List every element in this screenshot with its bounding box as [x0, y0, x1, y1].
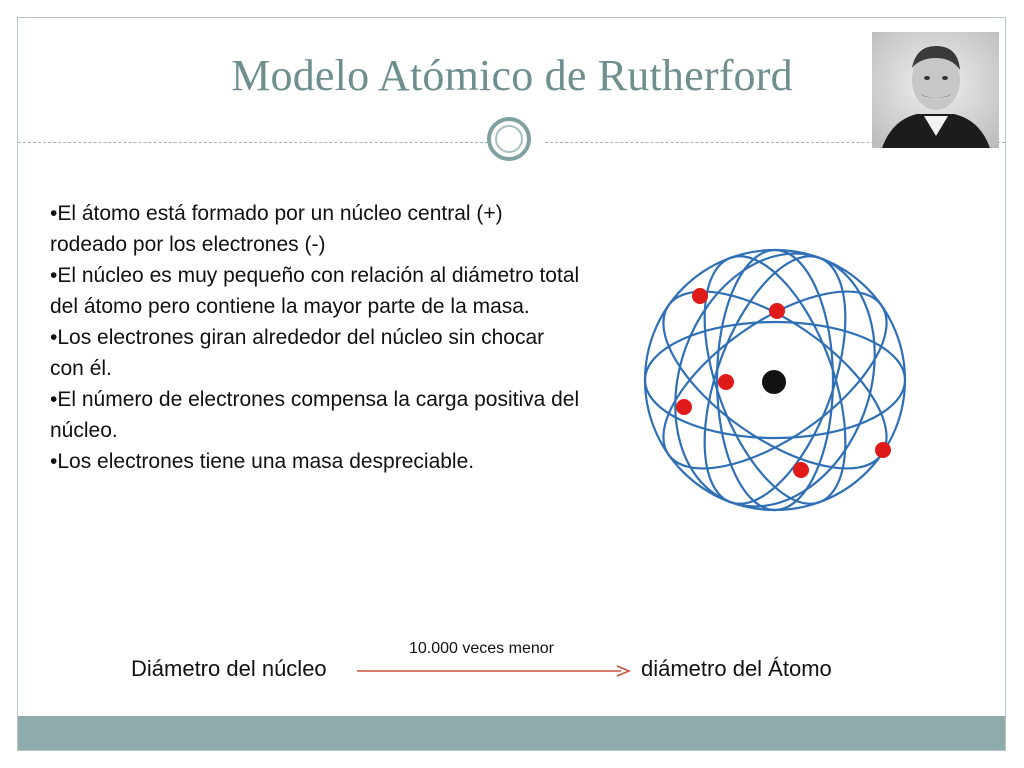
bullet-item: •El núcleo es muy pequeño con relación al diámetro total del átomo pero contiene la mayor parte de la masa.: [50, 264, 580, 318]
atom-diameter-label: diámetro del Átomo: [641, 656, 832, 681]
rutherford-portrait: [872, 32, 999, 148]
atom-illustration: [630, 238, 920, 523]
portrait-icon: [872, 32, 999, 148]
nucleus-diameter-label: Diámetro del núcleo: [131, 656, 327, 681]
atom-icon: [630, 238, 920, 523]
electron-dot: [769, 303, 785, 319]
footer-bar: [18, 716, 1005, 750]
electron-dot: [793, 462, 809, 478]
divider-ring-icon: [487, 117, 531, 161]
electron-dot: [692, 288, 708, 304]
electron-dot: [676, 399, 692, 415]
bullet-list: [50, 198, 580, 477]
nucleus-dot: [762, 370, 786, 394]
slide-title: Modelo Atómico de Rutherford: [231, 51, 793, 100]
bullet-item: •El átomo está formado por un núcleo central (+) rodeado por los electrones (-): [50, 202, 503, 256]
bullet-item: •El número de electrones compensa la carga positiva del núcleo.: [50, 388, 580, 442]
arrow-icon: [355, 664, 635, 678]
title-divider-left: [18, 142, 488, 143]
bullet-item: •Los electrones giran alrededor del núcleo sin chocar con él.: [50, 326, 545, 380]
arrow-label: 10.000 veces menor: [409, 640, 554, 657]
electron-dot: [718, 374, 734, 390]
bullet-item: •Los electrones tiene una masa despreciable.: [50, 450, 475, 473]
electron-dot: [875, 442, 891, 458]
